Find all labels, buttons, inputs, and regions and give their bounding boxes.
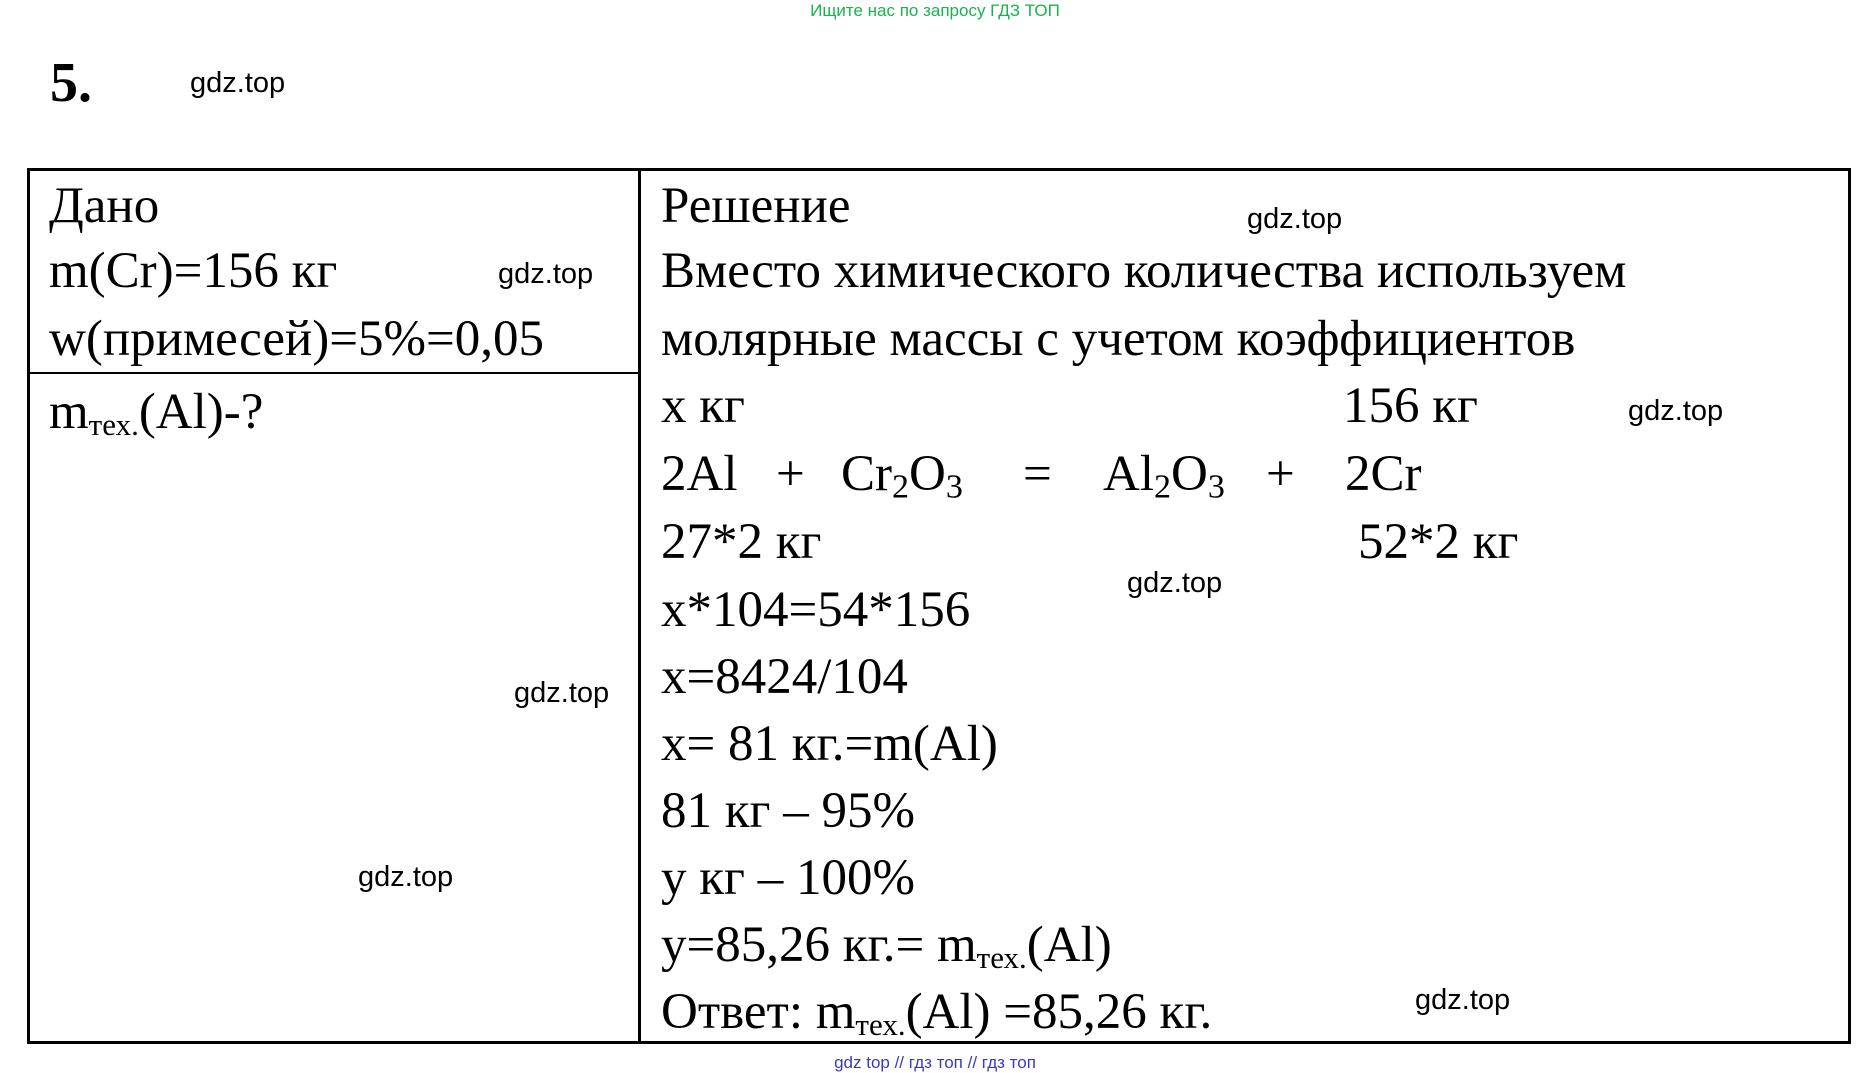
find-prefix: m — [49, 384, 89, 440]
result-suffix: (Al) — [1026, 917, 1112, 973]
below-left: 27*2 кг — [661, 514, 822, 570]
top-banner: Ищите нас по запросу ГДЗ ТОП — [810, 1, 1060, 20]
step-percent-95: 81 кг – 95% — [661, 783, 915, 839]
below-right: 52*2 кг — [1358, 514, 1519, 570]
answer-line — [661, 978, 1212, 1046]
o2-index: 3 — [1207, 468, 1225, 506]
watermark: gdz.top — [514, 677, 610, 709]
table-border-left — [27, 168, 30, 1044]
table-border-top — [27, 168, 1851, 171]
column-divider — [638, 168, 641, 1044]
al-symbol: Al — [1103, 446, 1154, 502]
solution-header: Решение — [661, 178, 851, 234]
given-header: Дано — [49, 178, 160, 234]
eq-plus-2: + — [1266, 446, 1295, 502]
solution-intro-2: молярные массы с учетом коэффициентов — [661, 311, 1576, 367]
find-suffix: (Al)-? — [138, 384, 264, 440]
given-line-mass: m(Cr)=156 кг — [49, 243, 338, 299]
answer-sub: тех. — [855, 1006, 906, 1042]
answer-prefix: Ответ: m — [661, 984, 856, 1040]
o2-symbol: O — [1171, 446, 1208, 502]
watermark: gdz.top — [358, 861, 454, 893]
answer-suffix: (Al) =85,26 кг. — [905, 984, 1213, 1040]
eq-term-chromium: 2Cr — [1345, 446, 1422, 502]
above-left: x кг — [661, 378, 745, 434]
cr-symbol: Cr — [841, 446, 892, 502]
cr-index: 2 — [892, 468, 909, 506]
o-index: 3 — [945, 468, 963, 506]
find-line — [49, 378, 263, 446]
step-division: x=8424/104 — [661, 649, 908, 705]
find-sub: тех. — [88, 406, 139, 442]
eq-term-chromium-oxide — [841, 440, 963, 508]
watermark: gdz.top — [498, 258, 594, 290]
result-prefix: y=85,26 кг.= m — [661, 917, 977, 973]
step-percent-100: y кг – 100% — [661, 850, 915, 906]
eq-plus-1: + — [776, 446, 805, 502]
watermark: gdz.top — [1415, 984, 1511, 1016]
step-mass-al: x= 81 кг.=m(Al) — [661, 716, 998, 772]
eq-equals: = — [1023, 446, 1052, 502]
al-index: 2 — [1154, 468, 1171, 506]
eq-term-aluminium-oxide — [1103, 440, 1225, 508]
above-right: 156 кг — [1343, 378, 1478, 434]
watermark: gdz.top — [190, 67, 286, 99]
watermark: gdz.top — [1247, 203, 1343, 235]
watermark: gdz.top — [1127, 567, 1223, 599]
result-sub: тех. — [976, 939, 1027, 975]
step-result — [661, 911, 1112, 979]
step-proportion: x*104=54*156 — [661, 582, 971, 638]
given-line-impurity: w(примесей)=5%=0,05 — [49, 311, 545, 367]
footer-links: gdz top // гдз топ // гдз топ — [834, 1053, 1036, 1072]
solution-intro-1: Вместо химического количества используем — [661, 243, 1627, 299]
watermark: gdz.top — [1628, 395, 1724, 427]
task-number: 5. — [50, 52, 92, 114]
table-border-right — [1848, 168, 1851, 1044]
eq-term-aluminium: 2Al — [661, 446, 738, 502]
o-symbol: O — [909, 446, 946, 502]
